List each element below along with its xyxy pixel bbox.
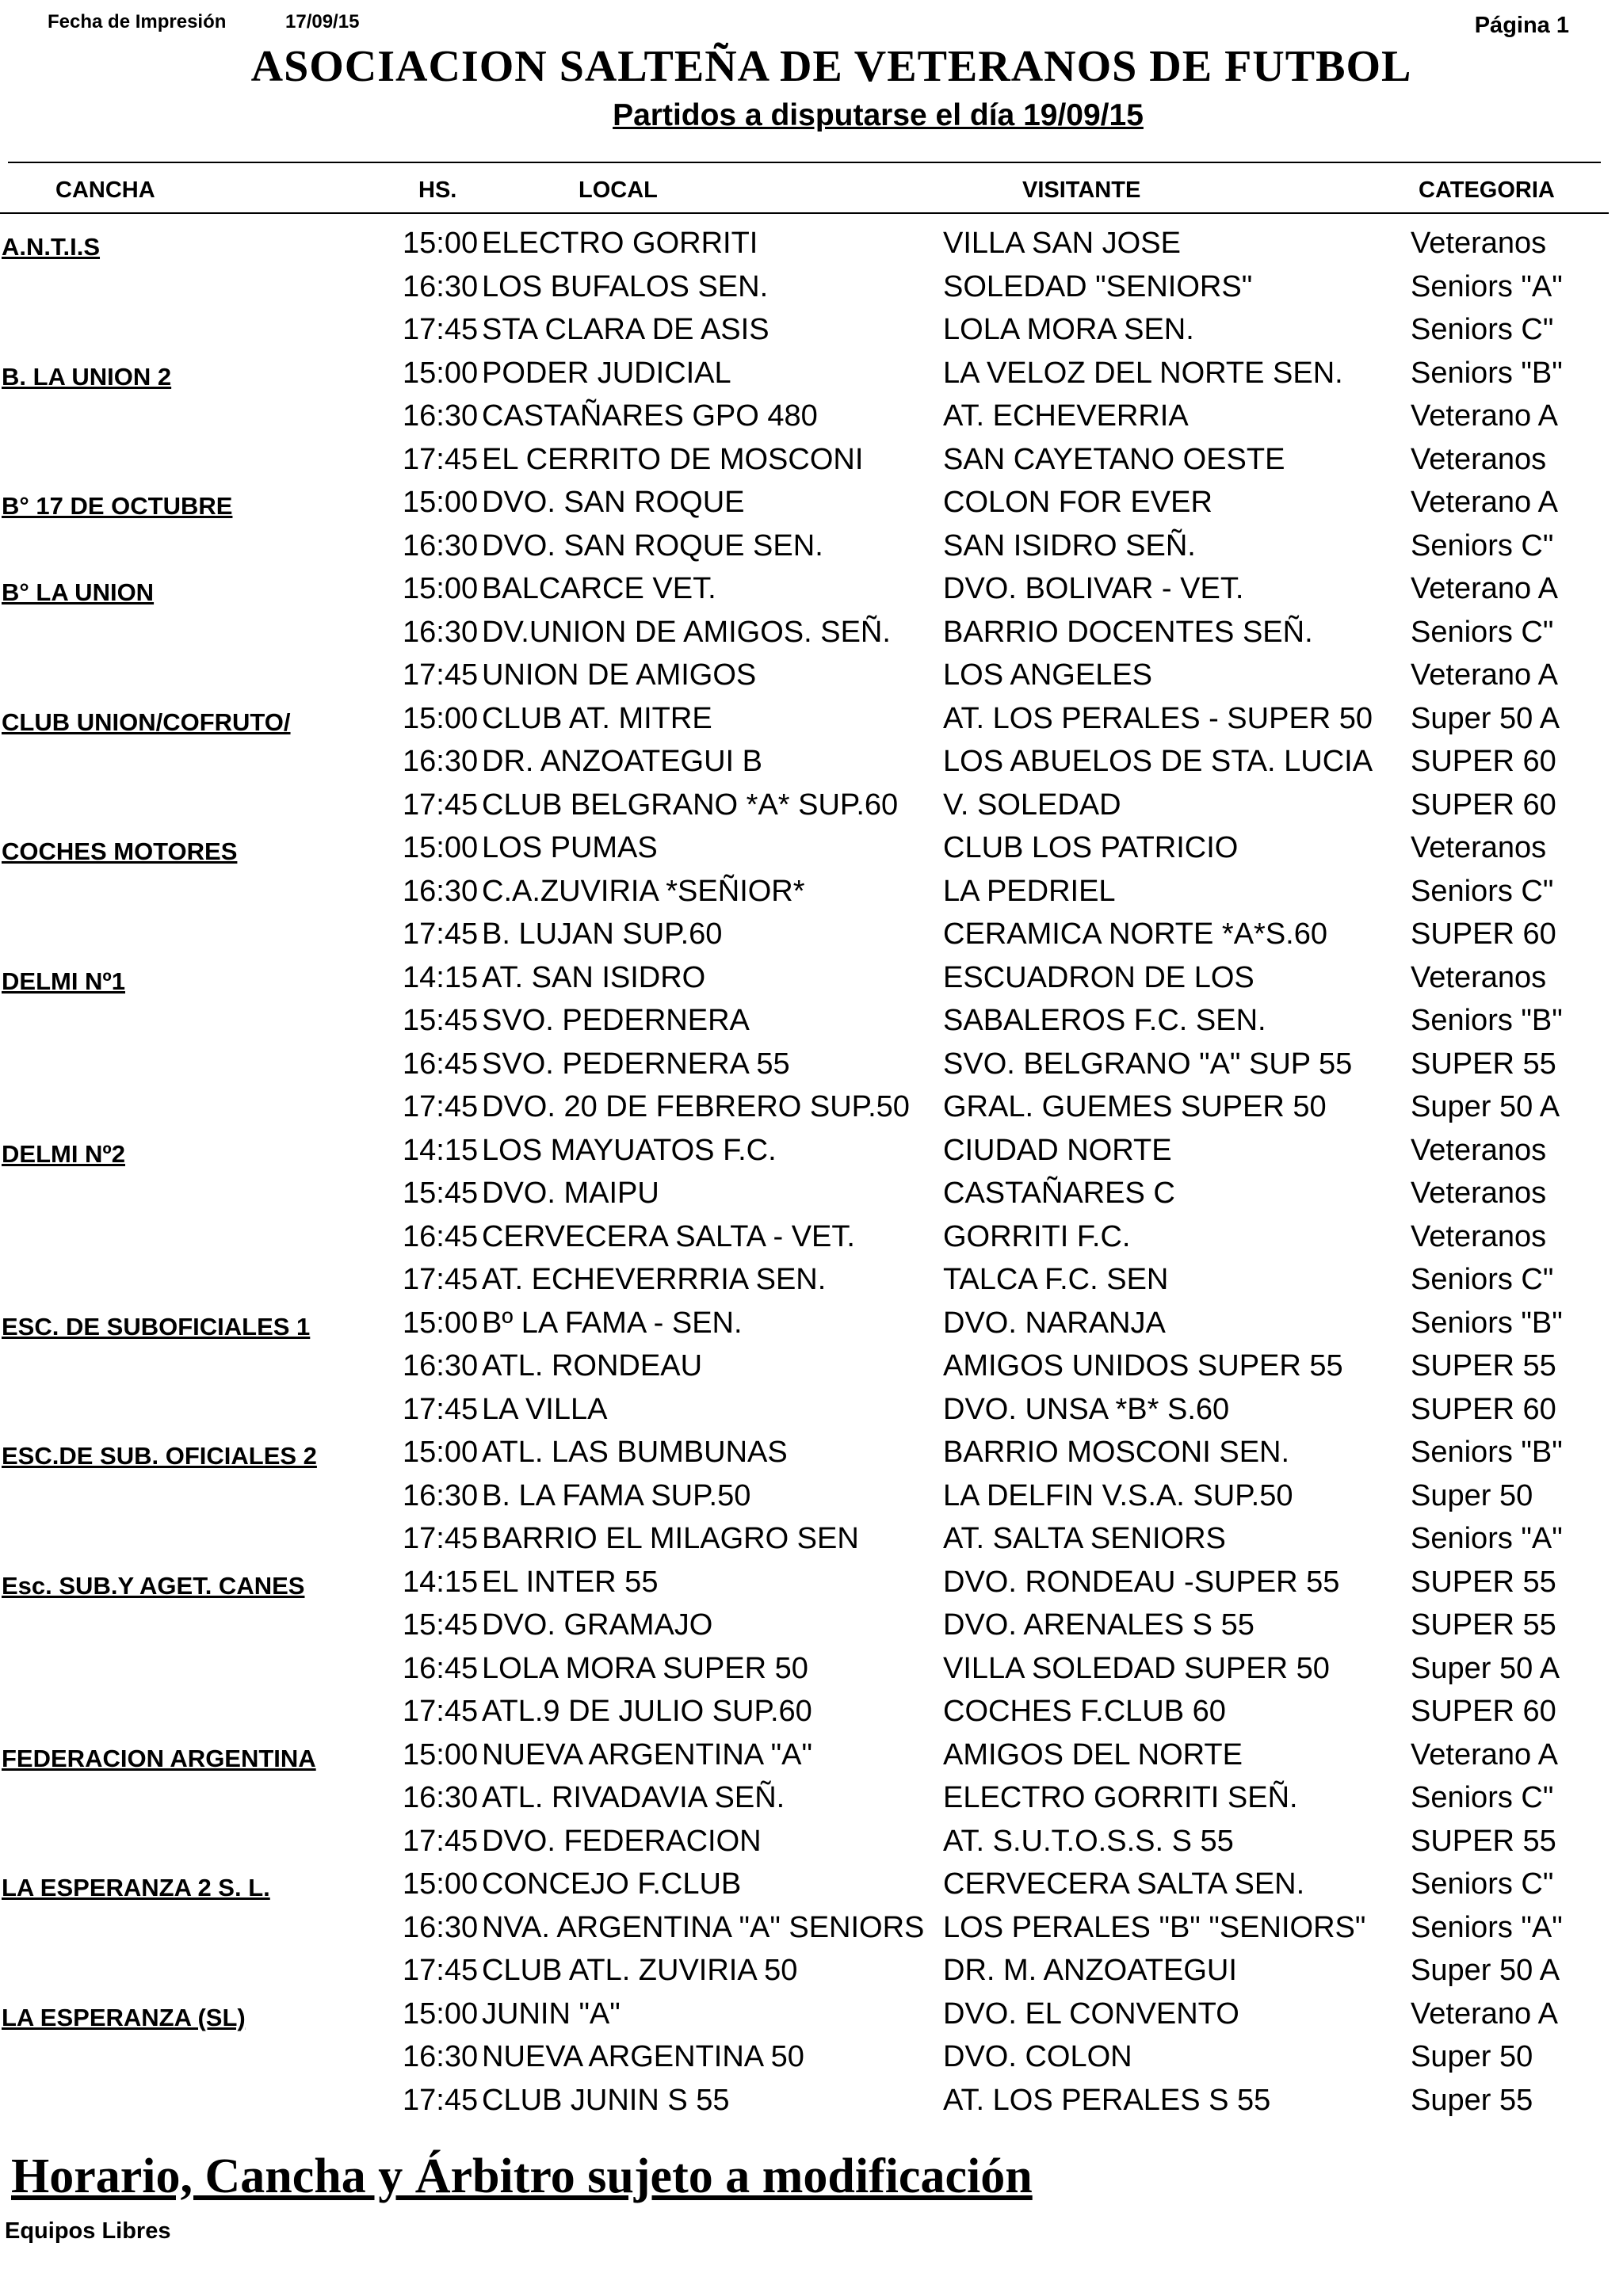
category: Veterano A xyxy=(1411,1997,1558,2031)
local-team: LOS BUFALOS SEN. xyxy=(482,269,769,303)
match-time: 17:45 xyxy=(403,442,479,476)
table-row xyxy=(0,1044,1623,1088)
cancha-name: DELMI Nº2 xyxy=(2,1139,125,1168)
category: Seniors "B" xyxy=(1411,1436,1563,1469)
visiting-team: LOS ANGELES xyxy=(943,658,1153,692)
match-time: 17:45 xyxy=(403,917,479,951)
table-row xyxy=(0,1087,1623,1131)
match-time: 16:30 xyxy=(403,745,479,778)
visiting-team: COCHES F.CLUB 60 xyxy=(943,1695,1226,1728)
local-team: AT. ECHEVERRRIA SEN. xyxy=(482,1263,827,1296)
page-subtitle: Partidos a disputarse el día 19/09/15 xyxy=(613,98,1144,132)
visiting-team: LA DELFIN V.S.A. SUP.50 xyxy=(943,1478,1293,1512)
cancha-name: ESC.DE SUB. OFICIALES 2 xyxy=(2,1442,317,1470)
match-time: 16:45 xyxy=(403,1651,479,1685)
category: Seniors "A" xyxy=(1411,1522,1563,1555)
category: Veteranos xyxy=(1411,442,1547,476)
visiting-team: V. SOLEDAD xyxy=(943,788,1121,822)
match-time: 15:45 xyxy=(403,1608,479,1642)
visiting-team: BARRIO MOSCONI SEN. xyxy=(943,1436,1290,1469)
visiting-team: SABALEROS F.C. SEN. xyxy=(943,1004,1266,1037)
table-row xyxy=(0,1562,1623,1606)
match-time: 16:30 xyxy=(403,269,479,303)
table-row xyxy=(0,353,1623,397)
column-header-categoria: CATEGORIA xyxy=(1419,177,1555,203)
table-row xyxy=(0,1864,1623,1908)
local-team: ELECTRO GORRITI xyxy=(482,227,758,260)
table-row xyxy=(0,526,1623,570)
visiting-team: LOS ABUELOS DE STA. LUCIA xyxy=(943,745,1373,778)
local-team: DVO. SAN ROQUE SEN. xyxy=(482,528,823,563)
category: Seniors C" xyxy=(1411,874,1554,908)
category: Veterano A xyxy=(1411,1737,1558,1772)
match-time: 15:00 xyxy=(403,1737,479,1772)
cancha-name: B° 17 DE OCTUBRE xyxy=(2,492,233,520)
table-row xyxy=(0,1649,1623,1692)
local-team: DVO. GRAMAJO xyxy=(482,1608,713,1642)
match-time: 16:45 xyxy=(403,1047,479,1081)
local-team: CASTAÑARES GPO 480 xyxy=(482,399,818,433)
match-time: 15:00 xyxy=(403,1306,479,1340)
column-header-local: LOCAL xyxy=(579,177,658,203)
cancha-name: LA ESPERANZA 2 S. L. xyxy=(2,1874,270,1901)
table-row xyxy=(0,482,1623,526)
visiting-team: DR. M. ANZOATEGUI xyxy=(943,1954,1237,1987)
cancha-name: COCHES MOTORES xyxy=(2,837,238,865)
category: SUPER 60 xyxy=(1411,917,1556,951)
visiting-team: LA VELOZ DEL NORTE SEN. xyxy=(943,356,1343,390)
local-team: LOLA MORA SUPER 50 xyxy=(482,1651,808,1685)
match-time: 17:45 xyxy=(403,2083,479,2117)
table-row xyxy=(0,1821,1623,1865)
local-team: B. LUJAN SUP.60 xyxy=(482,917,723,951)
match-time: 17:45 xyxy=(403,1090,479,1123)
table-row xyxy=(0,2081,1623,2124)
table-row xyxy=(0,699,1623,742)
category: Seniors C" xyxy=(1411,528,1554,563)
category: Seniors C" xyxy=(1411,1263,1554,1296)
visiting-team: CASTAÑARES C xyxy=(943,1177,1175,1210)
visiting-team: AT. LOS PERALES S 55 xyxy=(943,2083,1271,2117)
category: Veteranos xyxy=(1411,1219,1547,1253)
table-row xyxy=(0,569,1623,612)
table-row xyxy=(0,742,1623,785)
local-team: JUNIN "A" xyxy=(482,1997,621,2031)
table-row xyxy=(0,440,1623,483)
local-team: B. LA FAMA SUP.50 xyxy=(482,1478,751,1512)
visiting-team: SVO. BELGRANO "A" SUP 55 xyxy=(943,1047,1353,1081)
category: SUPER 55 xyxy=(1411,1047,1556,1081)
local-team: BARRIO EL MILAGRO SEN xyxy=(482,1522,859,1555)
table-row xyxy=(0,1217,1623,1261)
print-date-label: Fecha de Impresión xyxy=(48,11,227,32)
visiting-team: AT. LOS PERALES - SUPER 50 xyxy=(943,701,1373,735)
free-teams-label: Equipos Libres xyxy=(5,2218,171,2244)
category: Seniors "B" xyxy=(1411,356,1563,390)
local-team: BALCARCE VET. xyxy=(482,572,716,605)
visiting-team: VILLA SAN JOSE xyxy=(943,227,1181,260)
visiting-team: SOLEDAD "SENIORS" xyxy=(943,269,1253,303)
table-row xyxy=(0,1951,1623,1994)
column-header-cancha: CANCHA xyxy=(55,177,155,203)
visiting-team: AT. SALTA SENIORS xyxy=(943,1522,1226,1555)
page-title: ASOCIACION SALTEÑA DE VETERANOS DE FUTBOL xyxy=(250,42,1412,91)
visiting-team: DVO. RONDEAU -SUPER 55 xyxy=(943,1565,1340,1599)
category: Seniors C" xyxy=(1411,1867,1554,1901)
category: Seniors "A" xyxy=(1411,1910,1563,1944)
visiting-team: BARRIO DOCENTES SEÑ. xyxy=(943,615,1313,649)
category: SUPER 55 xyxy=(1411,1565,1556,1599)
table-row xyxy=(0,612,1623,656)
category: Super 50 A xyxy=(1411,1090,1560,1123)
category: Super 50 A xyxy=(1411,1651,1560,1685)
table-row xyxy=(0,396,1623,440)
table-row xyxy=(0,2037,1623,2081)
match-time: 17:45 xyxy=(403,1824,479,1858)
visiting-team: LOLA MORA SEN. xyxy=(943,313,1194,346)
category: SUPER 55 xyxy=(1411,1349,1556,1383)
table-row xyxy=(0,223,1623,267)
match-time: 15:00 xyxy=(403,1997,479,2031)
match-time: 16:30 xyxy=(403,2040,479,2073)
match-time: 15:00 xyxy=(403,572,479,605)
match-time: 16:30 xyxy=(403,1910,479,1944)
category: Seniors "A" xyxy=(1411,269,1563,303)
table-row xyxy=(0,958,1623,1001)
visiting-team: CLUB LOS PATRICIO xyxy=(943,831,1239,864)
visiting-team: CERAMICA NORTE *A*S.60 xyxy=(943,917,1328,951)
local-team: DVO. SAN ROQUE xyxy=(482,486,745,519)
category: Seniors "B" xyxy=(1411,1306,1563,1340)
category: Super 50 xyxy=(1411,2040,1533,2073)
table-row xyxy=(0,310,1623,353)
match-time: 17:45 xyxy=(403,658,479,692)
cancha-name: LA ESPERANZA (SL) xyxy=(2,2003,246,2031)
local-team: DVO. FEDERACION xyxy=(482,1824,762,1858)
visiting-team: GORRITI F.C. xyxy=(943,1219,1131,1253)
local-team: CERVECERA SALTA - VET. xyxy=(482,1219,855,1253)
match-time: 14:15 xyxy=(403,1133,479,1167)
match-time: 14:15 xyxy=(403,960,479,994)
cancha-name: CLUB UNION/COFRUTO/ xyxy=(2,707,291,736)
local-team: SVO. PEDERNERA xyxy=(482,1004,750,1037)
local-team: DVO. MAIPU xyxy=(482,1177,659,1210)
header-divider xyxy=(0,212,1609,214)
visiting-team: DVO. BOLIVAR - VET. xyxy=(943,572,1244,605)
table-row xyxy=(0,655,1623,699)
local-team: ATL. RONDEAU xyxy=(482,1349,703,1383)
match-time: 15:00 xyxy=(403,1867,479,1901)
local-team: UNION DE AMIGOS xyxy=(482,658,757,692)
match-time: 15:00 xyxy=(403,1436,479,1469)
local-team: AT. SAN ISIDRO xyxy=(482,960,706,994)
visiting-team: GRAL. GUEMES SUPER 50 xyxy=(943,1090,1327,1123)
match-time: 16:30 xyxy=(403,874,479,908)
category: SUPER 60 xyxy=(1411,788,1556,822)
table-row xyxy=(0,1260,1623,1303)
table-row xyxy=(0,1691,1623,1735)
match-time: 16:45 xyxy=(403,1219,479,1253)
match-time: 16:30 xyxy=(403,1478,479,1512)
local-team: DVO. 20 DE FEBRERO SUP.50 xyxy=(482,1090,910,1123)
visiting-team: AT. S.U.T.O.S.S. S 55 xyxy=(943,1824,1234,1858)
local-team: NUEVA ARGENTINA "A" xyxy=(482,1737,812,1772)
local-team: Bº LA FAMA - SEN. xyxy=(482,1306,743,1340)
visiting-team: AT. ECHEVERRIA xyxy=(943,399,1189,433)
table-row xyxy=(0,1346,1623,1390)
table-row xyxy=(0,1131,1623,1174)
local-team: DR. ANZOATEGUI B xyxy=(482,745,763,778)
match-time: 15:00 xyxy=(403,831,479,864)
match-time: 16:30 xyxy=(403,1349,479,1383)
visiting-team: ESCUADRON DE LOS xyxy=(943,960,1254,994)
cancha-name: B. LA UNION 2 xyxy=(2,362,172,391)
local-team: EL CERRITO DE MOSCONI xyxy=(482,442,864,476)
table-row xyxy=(0,1173,1623,1217)
category: Veteranos xyxy=(1411,227,1547,260)
local-team: LOS PUMAS xyxy=(482,831,658,864)
category: Veterano A xyxy=(1411,658,1558,692)
category: SUPER 55 xyxy=(1411,1824,1556,1858)
table-row xyxy=(0,1735,1623,1779)
match-time: 15:00 xyxy=(403,356,479,390)
local-team: LOS MAYUATOS F.C. xyxy=(482,1133,777,1167)
visiting-team: COLON FOR EVER xyxy=(943,486,1212,519)
visiting-team: DVO. EL CONVENTO xyxy=(943,1997,1239,2031)
match-time: 15:45 xyxy=(403,1004,479,1037)
local-team: C.A.ZUVIRIA *SEÑIOR* xyxy=(482,874,805,908)
top-divider xyxy=(8,162,1601,163)
category: Super 50 A xyxy=(1411,1954,1560,1987)
table-row xyxy=(0,871,1623,915)
category: Seniors C" xyxy=(1411,615,1554,649)
category: Seniors C" xyxy=(1411,1781,1554,1814)
table-row xyxy=(0,828,1623,871)
category: Super 50 A xyxy=(1411,701,1560,735)
match-time: 17:45 xyxy=(403,1695,479,1728)
category: Seniors C" xyxy=(1411,313,1554,346)
cancha-name: FEDERACION ARGENTINA xyxy=(2,1744,316,1772)
visiting-team: TALCA F.C. SEN xyxy=(943,1263,1169,1296)
match-time: 17:45 xyxy=(403,1954,479,1987)
match-time: 17:45 xyxy=(403,1522,479,1555)
match-time: 17:45 xyxy=(403,313,479,346)
visiting-team: CERVECERA SALTA SEN. xyxy=(943,1867,1305,1901)
table-row xyxy=(0,914,1623,958)
table-row xyxy=(0,1001,1623,1044)
table-row xyxy=(0,1390,1623,1433)
category: Veterano A xyxy=(1411,399,1558,433)
match-time: 15:00 xyxy=(403,486,479,519)
category: SUPER 60 xyxy=(1411,1392,1556,1426)
table-row xyxy=(0,1778,1623,1821)
cancha-name: DELMI Nº1 xyxy=(2,967,125,995)
visiting-team: AMIGOS UNIDOS SUPER 55 xyxy=(943,1349,1343,1383)
category: Veterano A xyxy=(1411,572,1558,605)
category: Veteranos xyxy=(1411,960,1547,994)
category: SUPER 55 xyxy=(1411,1608,1556,1642)
visiting-team: DVO. NARANJA xyxy=(943,1306,1166,1340)
category: Super 55 xyxy=(1411,2083,1533,2117)
visiting-team: LA PEDRIEL xyxy=(943,874,1116,908)
local-team: CLUB JUNIN S 55 xyxy=(482,2083,730,2117)
local-team: PODER JUDICIAL xyxy=(482,356,731,390)
table-row xyxy=(0,1908,1623,1951)
visiting-team: DVO. UNSA *B* S.60 xyxy=(943,1392,1230,1426)
cancha-name: ESC. DE SUBOFICIALES 1 xyxy=(2,1312,311,1341)
page-number: Página 1 xyxy=(1474,13,1569,38)
local-team: STA CLARA DE ASIS xyxy=(482,313,769,346)
visiting-team: LOS PERALES "B" "SENIORS" xyxy=(943,1910,1366,1944)
category: SUPER 60 xyxy=(1411,745,1556,778)
table-row xyxy=(0,1519,1623,1562)
local-team: NVA. ARGENTINA "A" SENIORS xyxy=(482,1910,925,1944)
match-time: 16:30 xyxy=(403,1781,479,1814)
local-team: CONCEJO F.CLUB xyxy=(482,1867,742,1901)
local-team: ATL. RIVADAVIA SEÑ. xyxy=(482,1781,785,1814)
local-team: SVO. PEDERNERA 55 xyxy=(482,1047,790,1081)
local-team: ATL.9 DE JULIO SUP.60 xyxy=(482,1695,812,1728)
table-row xyxy=(0,1994,1623,2038)
visiting-team: SAN CAYETANO OESTE xyxy=(943,442,1285,476)
match-time: 16:30 xyxy=(403,399,479,433)
match-time: 15:00 xyxy=(403,701,479,735)
local-team: CLUB AT. MITRE xyxy=(482,701,712,735)
match-table xyxy=(0,223,1623,2123)
print-date: 17/09/15 xyxy=(285,11,360,32)
category: Super 50 xyxy=(1411,1478,1533,1512)
cancha-name: Esc. SUB.Y AGET. CANES xyxy=(2,1571,305,1600)
match-time: 17:45 xyxy=(403,1392,479,1426)
match-time: 17:45 xyxy=(403,1263,479,1296)
match-time: 15:00 xyxy=(403,227,479,260)
local-team: CLUB BELGRANO *A* SUP.60 xyxy=(482,788,899,822)
local-team: DV.UNION DE AMIGOS. SEÑ. xyxy=(482,615,891,649)
local-team: ATL. LAS BUMBUNAS xyxy=(482,1436,788,1469)
table-row xyxy=(0,785,1623,829)
match-time: 15:45 xyxy=(403,1177,479,1210)
column-header-hs: HS. xyxy=(418,177,457,203)
local-team: LA VILLA xyxy=(482,1392,608,1426)
category: Veteranos xyxy=(1411,1133,1547,1167)
visiting-team: VILLA SOLEDAD SUPER 50 xyxy=(943,1651,1330,1685)
visiting-team: CIUDAD NORTE xyxy=(943,1133,1172,1167)
visiting-team: DVO. COLON xyxy=(943,2040,1132,2073)
cancha-name: A.N.T.I.S xyxy=(2,233,101,261)
visiting-team: ELECTRO GORRITI SEÑ. xyxy=(943,1781,1298,1814)
table-row xyxy=(0,1303,1623,1347)
category: Seniors "B" xyxy=(1411,1004,1563,1037)
visiting-team: AMIGOS DEL NORTE xyxy=(943,1737,1243,1772)
disclaimer: Horario, Cancha y Árbitro sujeto a modificación xyxy=(11,2149,1033,2203)
table-row xyxy=(0,1605,1623,1649)
local-team: EL INTER 55 xyxy=(482,1565,659,1599)
table-row xyxy=(0,1476,1623,1520)
cancha-name: B° LA UNION xyxy=(2,578,155,606)
column-header-visitante: VISITANTE xyxy=(1022,177,1141,203)
visiting-team: DVO. ARENALES S 55 xyxy=(943,1608,1254,1642)
match-time: 14:15 xyxy=(403,1565,479,1599)
match-time: 17:45 xyxy=(403,788,479,822)
category: Veterano A xyxy=(1411,486,1558,519)
local-team: CLUB ATL. ZUVIRIA 50 xyxy=(482,1954,798,1987)
table-row xyxy=(0,1432,1623,1476)
match-time: 16:30 xyxy=(403,615,479,649)
category: Veteranos xyxy=(1411,831,1547,864)
table-row xyxy=(0,267,1623,311)
match-time: 16:30 xyxy=(403,528,479,563)
visiting-team: SAN ISIDRO SEÑ. xyxy=(943,528,1196,563)
category: SUPER 60 xyxy=(1411,1695,1556,1728)
local-team: NUEVA ARGENTINA 50 xyxy=(482,2040,804,2073)
category: Veteranos xyxy=(1411,1177,1547,1210)
